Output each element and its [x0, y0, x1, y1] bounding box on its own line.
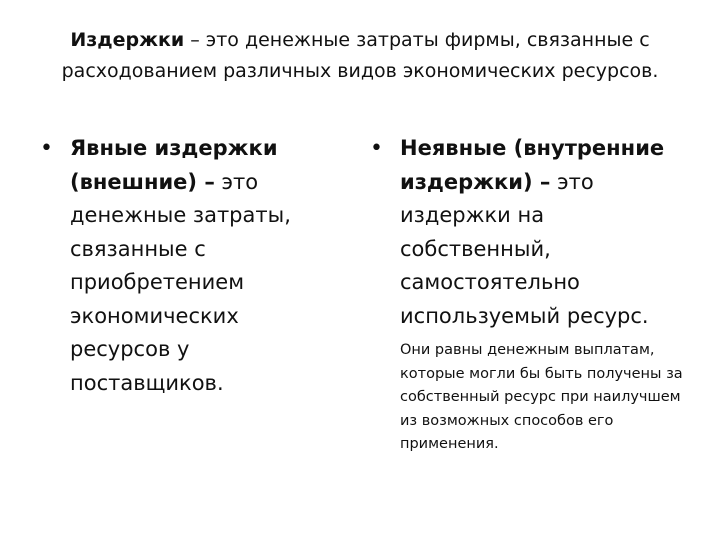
implicit-costs-note: Они равны денежным выплатам, которые могли бы быть получены за собственный ресурс при наилучшем из возможных способов его применения.	[400, 342, 683, 453]
explicit-costs-column	[40, 132, 330, 400]
implicit-costs-column	[370, 132, 690, 457]
explicit-costs-text	[70, 132, 330, 400]
implicit-costs-bullet-item	[370, 132, 690, 333]
bullet-dot-icon: •	[370, 136, 383, 161]
slide-title	[20, 25, 700, 87]
title-definition-line1: – это денежные затраты фирмы, связанные с	[184, 29, 650, 51]
explicit-costs-term: Явные издержки (внешние) –	[70, 136, 278, 194]
implicit-costs-definition: это издержки на собственный, самостоятельно используемый ресурс.	[400, 169, 649, 328]
explicit-costs-bullet-item	[40, 132, 330, 400]
bullet-dot-icon: •	[40, 136, 53, 161]
title-definition-line2: расходованием различных видов экономических ресурсов.	[61, 60, 659, 82]
implicit-costs-text	[400, 132, 690, 333]
implicit-costs-term: Неявные (внутренние издержки) –	[400, 136, 665, 194]
title-term: Издержки	[70, 29, 185, 51]
explicit-costs-definition: это денежные затраты, связанные с приобретением экономических ресурсов у поставщиков.	[70, 169, 291, 395]
